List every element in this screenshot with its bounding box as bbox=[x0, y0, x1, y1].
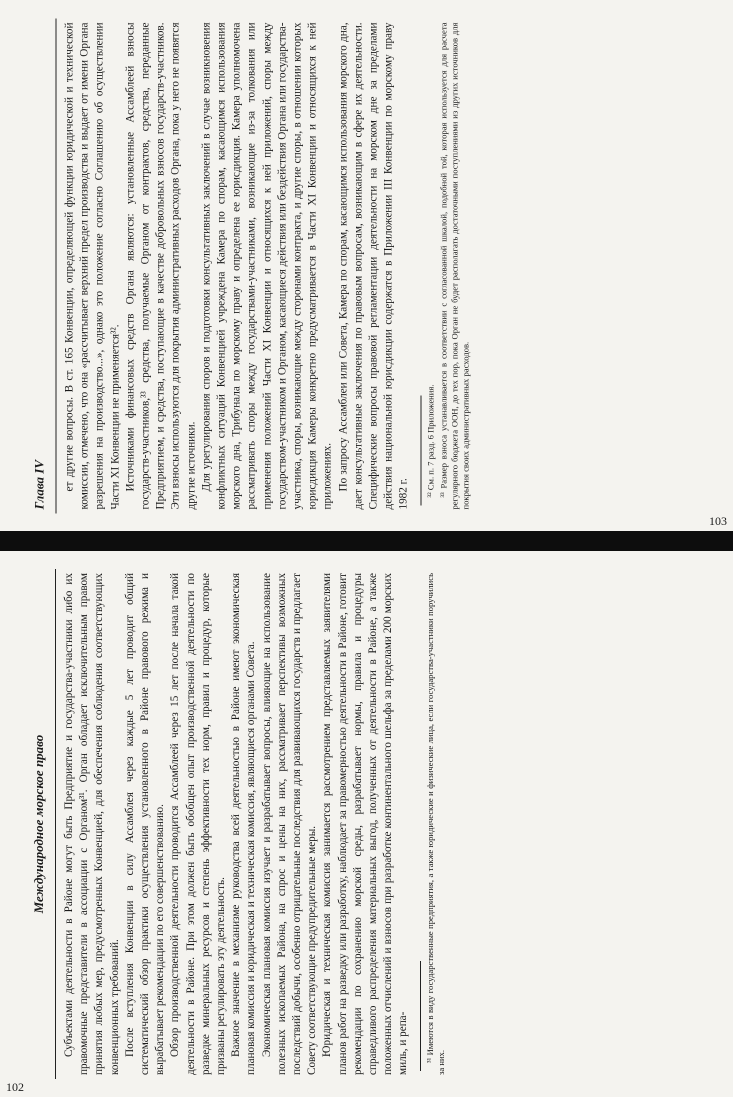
right-page-content bbox=[27, 18, 707, 513]
running-head: Международное морское право bbox=[30, 734, 46, 914]
footnote: ³¹ Имеются в виду государственные предприятия, а также юридические и физические лица, если государства-участники поручились за них. bbox=[424, 573, 446, 1075]
paragraph: Важное значение в механизме руководства всей деятельностью в Районе имеют экономическая плановая комиссия и юридическая и техническая комиссия, являющиеся органами Совета. bbox=[229, 573, 257, 1075]
page-number: 102 bbox=[6, 1080, 24, 1094]
paragraph: Юридическая и техническая комиссия занимается рассмотрением представляемых заявителями планов работ на разведку или разработку, наблюдает за правомерностью деятельности в Районе, готовит рекомендации по сохранению морской среды, разрабатывает нормы, правила и процедуры справедливого распределения материальных выгод, полученных от деятельности в Районе, а также положенных отчислений и взносов при разработке континентального шельфа за пределами 200 морских миль, и репа- bbox=[320, 573, 409, 1075]
footnote: ³² См. п. 7 разд. 6 Приложения. bbox=[424, 384, 435, 497]
left-page-content bbox=[27, 569, 707, 1079]
page-number: 103 bbox=[709, 514, 727, 528]
footnote: ³³ Размер взноса устанавливается в соответствии с согласованной шкалой, подобной той, которая используется для расчета регулярного бюджета ООН, до тех пор, пока Орган не будет располагать достаточными поступлениями из других источников для покрытия своих административных расходов. bbox=[437, 22, 470, 509]
footnote-rule bbox=[420, 395, 421, 505]
paragraph: Обзор производственной деятельности проводится Ассамблеей через 15 лет после начала такой деятельности в Районе. При этом должен быть обобщен опыт производственной деятельности по разведке минеральных ресурсов и степень эффективности тех норм, правил и процедур, которые призваны регулировать эту деятельность. bbox=[168, 573, 227, 1075]
footnotes bbox=[420, 18, 471, 513]
paragraph: Экономическая плановая комиссия изучает и разрабатывает вопросы, влияющие на использование полезных ископаемых Района, на спрос и цены на них, рассматривает перспективы возможных последствий добычи, особенно отрицательные последствия для развивающихся государств и предлагает Совету соответствующие предупредительные меры. bbox=[260, 573, 318, 1075]
header-rule bbox=[55, 18, 56, 513]
paragraph: Источниками финансовых средств Органа являются: установленные Ассамблеей взносы государств-участников,³³ средства, получаемые Органом от контрактов, средства, переданные Предприятием, и средства, поступающие в качестве добровольных взносов государств-участников. Эти взносы используются для покрытия административных расходов Органа, пока у него не появятся другие источники. bbox=[123, 22, 197, 509]
paragraph: Для урегулирования споров и подготовки консультативных заключений в случае возникновения конфликтных ситуаций Конвенцией учреждена Камера по спорам, касающимся использования морского дна, Трибунала по морскому праву и определена ее юрисдикция. Камера уполномочена рассматривать споры между государствами-участниками, возникающие из-за толкования или применения положений Части XI Конвенции и относящихся к ней приложений, споры между государством-участником и Органом, касающиеся действия или бездействия Органа или государства-участника, споры, возникающие между сторонами контракта, и другие споры, в отношении которых юрисдикция Камеры конкретно предусматривается в Части XI Конвенции и относящихся к ней приложениях. bbox=[199, 22, 334, 509]
header-rule bbox=[55, 569, 56, 1079]
right-page bbox=[0, 0, 733, 531]
body-text bbox=[62, 18, 412, 513]
running-head: Глава IV bbox=[31, 459, 46, 509]
paragraph: По запросу Ассамблеи или Совета, Камера по спорам, касающимся использования морского дна, дает консультативные заключения по правовым вопросам, возникающим в сфере их деятельности. Специфические вопросы правовой регламентации деятельности на морском дне за пределами действия национальной юрисдикции содержатся в Приложении III Конвенции по морскому праву 1982 г. bbox=[336, 22, 410, 509]
paragraph: ет другие вопросы. В ст. 165 Конвенции, определяющей функции юридической и технической комиссии, отмечено, что она «рассчитывает верхний предел производства и выдает от имени Органа разрешения на производство...», однако это положение согласно Соглашению об осуществлении Части XI Конвенции не применяется³². bbox=[63, 22, 121, 509]
binding-gutter bbox=[0, 531, 733, 551]
footnotes bbox=[419, 569, 446, 1079]
paragraph: После вступления Конвенции в силу Ассамблея через каждые 5 лет проводит общий систематический обзор практики осуществления установленного в Районе правового режима и вырабатывает рекомендации по его совершенствованию. bbox=[123, 573, 166, 1075]
body-text bbox=[62, 569, 412, 1079]
left-page bbox=[0, 551, 733, 1097]
footnote-rule bbox=[419, 961, 420, 1071]
paragraph: Субъектами деятельности в Районе могут быть Предприятие и государства-участники либо их правомочные представители в ассоциации с Органом³¹. Орган обладает исключительным правом принятия любых мер, предусмотренных Конвенцией, для обеспечения соблюдения соответствующих конвенционных требований. bbox=[62, 573, 121, 1075]
